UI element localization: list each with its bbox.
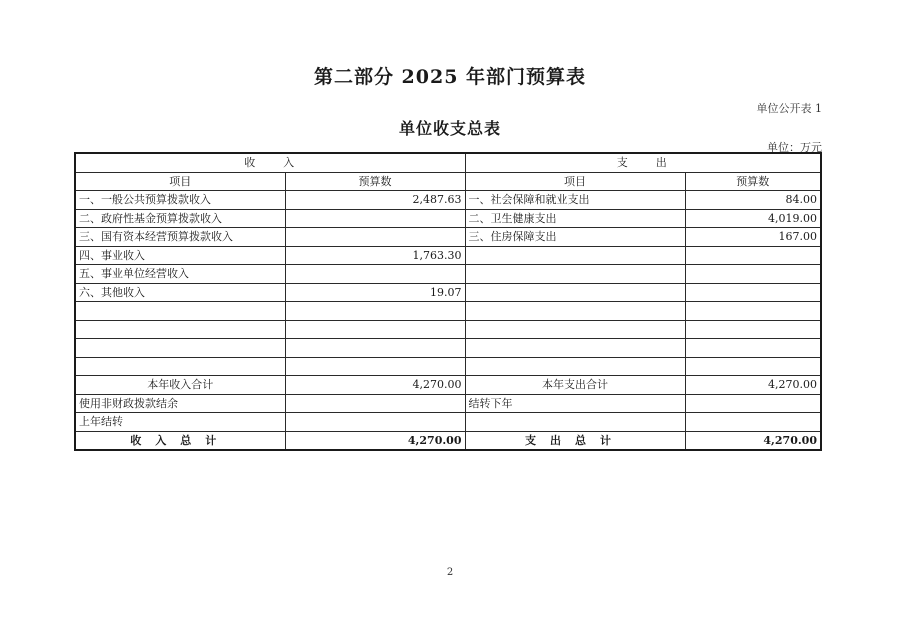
table-row xyxy=(75,302,821,321)
expense-item-cell: 二、卫生健康支出 xyxy=(465,209,685,228)
expense-item-cell xyxy=(465,283,685,302)
income-value-cell: 1,763.30 xyxy=(285,246,465,265)
expense-value-cell xyxy=(685,339,821,358)
income-value-cell: 2,487.63 xyxy=(285,191,465,210)
income-value-cell xyxy=(285,320,465,339)
document-title: 第二部分 2025 年部门预算表 xyxy=(313,66,587,88)
table-row xyxy=(75,191,821,210)
expense-value-cell: 167.00 xyxy=(685,228,821,247)
income-value-cell: 19.07 xyxy=(285,283,465,302)
table-title: 单位收支总表 xyxy=(398,119,501,138)
prior-year-carryover-label: 上年结转 xyxy=(75,413,285,432)
prior-year-carryover-value xyxy=(285,413,465,432)
expense-budget-header: 预算数 xyxy=(685,172,821,191)
expense-value-cell xyxy=(685,320,821,339)
expense-item-cell xyxy=(465,302,685,321)
table-row xyxy=(75,246,821,265)
expense-total-value: 4,270.00 xyxy=(685,431,821,450)
expense-item-cell: 一、社会保障和就业支出 xyxy=(465,191,685,210)
expense-value-cell xyxy=(685,265,821,284)
expense-subtotal-value: 4,270.00 xyxy=(685,376,821,395)
expense-value-cell xyxy=(685,302,821,321)
table-row xyxy=(75,228,821,247)
income-item-cell xyxy=(75,302,285,321)
expense-value-cell xyxy=(685,246,821,265)
income-value-cell xyxy=(285,302,465,321)
income-item-cell: 一、一般公共预算拨款收入 xyxy=(75,191,285,210)
income-total-value: 4,270.00 xyxy=(285,431,465,450)
income-item-cell: 五、事业单位经营收入 xyxy=(75,265,285,284)
income-subtotal-label: 本年收入合计 xyxy=(75,376,285,395)
balance-row xyxy=(75,394,821,413)
carryover-row xyxy=(75,413,821,432)
income-item-cell xyxy=(75,339,285,358)
expense-item-cell: 三、住房保障支出 xyxy=(465,228,685,247)
income-total-label: 收入总计 xyxy=(75,431,285,450)
expense-item-cell xyxy=(465,339,685,358)
income-item-cell: 四、事业收入 xyxy=(75,246,285,265)
subtotal-row xyxy=(75,376,821,395)
table-id: 单位公开表 1 xyxy=(756,102,822,115)
expense-item-cell xyxy=(465,357,685,376)
carryover-expense-blank xyxy=(465,413,685,432)
income-item-cell: 三、国有资本经营预算拨款收入 xyxy=(75,228,285,247)
table-row xyxy=(75,283,821,302)
non-fiscal-balance-label: 使用非财政拨款结余 xyxy=(75,394,285,413)
income-header: 收 入 xyxy=(75,153,465,172)
unit-label: 单位：万元 xyxy=(767,141,822,154)
income-value-cell xyxy=(285,339,465,358)
page-number: 2 xyxy=(446,567,454,578)
non-fiscal-balance-value xyxy=(285,394,465,413)
expense-subtotal-label: 本年支出合计 xyxy=(465,376,685,395)
income-item-cell xyxy=(75,320,285,339)
expense-value-cell xyxy=(685,357,821,376)
budget-summary-table xyxy=(74,152,822,451)
income-subtotal-value: 4,270.00 xyxy=(285,376,465,395)
carry-forward-value xyxy=(685,394,821,413)
expense-value-cell xyxy=(685,283,821,302)
carryover-expense-value-blank xyxy=(685,413,821,432)
expense-total-label: 支出总计 xyxy=(465,431,685,450)
table-row xyxy=(75,265,821,284)
table-row xyxy=(75,320,821,339)
income-value-cell xyxy=(285,228,465,247)
table-row xyxy=(75,357,821,376)
income-value-cell xyxy=(285,209,465,228)
table-row xyxy=(75,209,821,228)
expense-value-cell: 84.00 xyxy=(685,191,821,210)
expense-item-cell xyxy=(465,246,685,265)
expense-item-header: 项目 xyxy=(465,172,685,191)
income-item-cell: 二、政府性基金预算拨款收入 xyxy=(75,209,285,228)
income-item-header: 项目 xyxy=(75,172,285,191)
income-value-cell xyxy=(285,265,465,284)
column-header-row xyxy=(75,172,821,191)
expense-item-cell xyxy=(465,320,685,339)
income-item-cell: 六、其他收入 xyxy=(75,283,285,302)
section-header-row xyxy=(75,153,821,172)
income-item-cell xyxy=(75,357,285,376)
expense-value-cell: 4,019.00 xyxy=(685,209,821,228)
table-row xyxy=(75,339,821,358)
income-budget-header: 预算数 xyxy=(285,172,465,191)
expense-header: 支 出 xyxy=(465,153,821,172)
expense-item-cell xyxy=(465,265,685,284)
income-value-cell xyxy=(285,357,465,376)
carry-forward-label: 结转下年 xyxy=(465,394,685,413)
grand-total-row xyxy=(75,431,821,450)
